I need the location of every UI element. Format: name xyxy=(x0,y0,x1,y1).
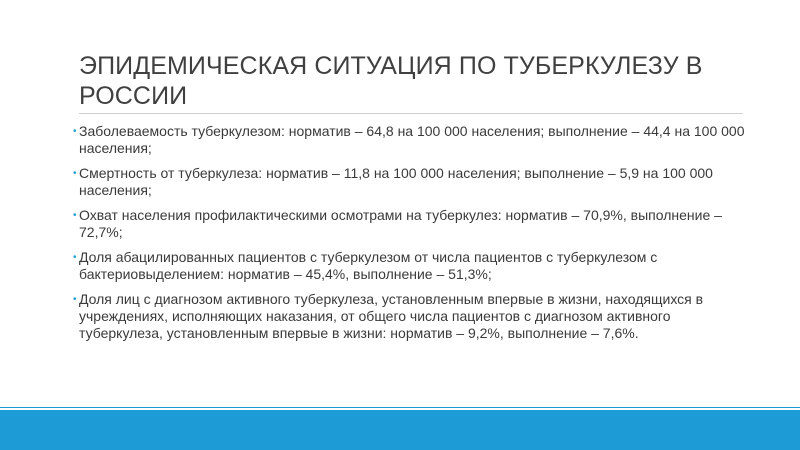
bullet-list xyxy=(73,123,745,350)
footer-accent-line xyxy=(0,407,800,408)
title-divider xyxy=(79,113,743,114)
bullet-item xyxy=(73,123,745,157)
footer-accent-bar xyxy=(0,410,800,450)
bullet-dot-icon: • xyxy=(73,168,77,179)
bullet-item xyxy=(73,291,745,342)
bullet-item xyxy=(73,165,745,199)
bullet-dot-icon: • xyxy=(73,294,77,305)
bullet-text: Заболеваемость туберкулезом: норматив – 64,8 на 100 000 населения; выполнение – 44,4 на 100 000 населения; xyxy=(79,123,745,156)
bullet-text: Охват населения профилактическими осмотрами на туберкулез: норматив – 70,9%, выполнение – 72,7%; xyxy=(79,207,722,240)
slide-title: ЭПИДЕМИЧЕСКАЯ СИТУАЦИЯ ПО ТУБЕРКУЛЕЗУ В РОССИИ xyxy=(79,52,703,110)
bullet-item xyxy=(73,207,745,241)
bullet-text: Смертность от туберкулеза: норматив – 11,8 на 100 000 населения; выполнение – 5,9 на 100 000 населения; xyxy=(79,165,713,198)
bullet-text: Доля абацилированных пациентов с туберкулезом от числа пациентов с туберкулезом с бактериовыделением: норматив – 45,4%, выполнение – 51,3%; xyxy=(79,249,658,282)
bullet-dot-icon: • xyxy=(73,210,77,221)
bullet-item xyxy=(73,249,745,283)
bullet-dot-icon: • xyxy=(73,252,77,263)
bullet-text: Доля лиц с диагнозом активного туберкулеза, установленным впервые в жизни, находящихся в учреждениях, исполняющих наказания, от общего числа пациентов с диагнозом активного туберкулеза, установленным впервые в жизни: норматив – 9,2%, выполнение – 7,6%. xyxy=(79,291,704,341)
bullet-dot-icon: • xyxy=(73,126,77,137)
